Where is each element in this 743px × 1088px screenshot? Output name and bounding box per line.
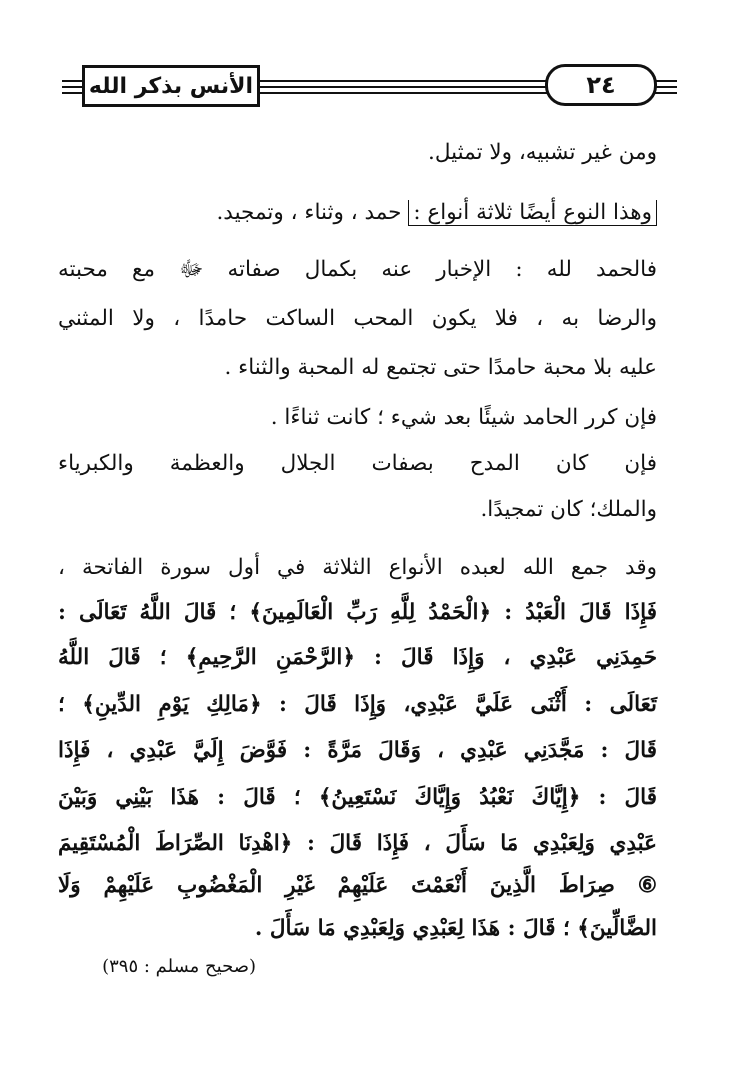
hadith-line-1: فَإِذَا قَالَ الْعَبْدُ : ﴿الْحَمْدُ لِلَّهِ رَبِّ الْعَالَمِينَ﴾ ؛ قَالَ اللَّهُ تَعَالَى : [58,600,657,625]
text-line-5: عليه بلا محبة حامدًا حتى تجتمع له المحبة والثناء . [224,355,657,380]
text-line-7: فإن كان المدح بصفات الجلال والعظمة والكبرياء [58,451,657,476]
boxed-phrase: وهذا النوع أيضًا ثلاثة أنواع : [408,200,657,226]
text-line-3: فالحمد لله : الإخبار عنه بكمال صفاته ﷻ مع محبته [58,257,657,282]
hadith-line-6: عَبْدِي وَلِعَبْدِي مَا سَأَلَ ، فَإِذَا قَالَ : ﴿اهْدِنَا الصِّرَاطَ الْمُسْتَقِيمَ [58,831,657,856]
text-line-2 [216,195,657,231]
text-line-8: والملك؛ كان تمجيدًا. [480,497,657,522]
text-line-1: ومن غير تشبيه، ولا تمثيل. [428,140,657,165]
hadith-line-5: قَالَ : ﴿إِيَّاكَ نَعْبُدُ وَإِيَّاكَ نَسْتَعِينُ﴾ ؛ قَالَ : هَذَا بَيْنِي وَبَيْنَ [58,785,657,810]
text-line-6: فإن كرر الحامد شيئًا بعد شيء ؛ كانت ثناءًا . [270,405,657,430]
text-line-9: وقد جمع الله لعبده الأنواع الثلاثة في أول سورة الفاتحة ، [58,555,657,580]
hadith-line-7: ⑥ صِرَاطَ الَّذِينَ أَنْعَمْتَ عَلَيْهِمْ غَيْرِ الْمَغْضُوبِ عَلَيْهِمْ وَلَا [58,873,657,898]
page-number: ٢٤ [545,64,657,106]
hadith-line-3: تَعَالَى : أَثْنَى عَلَيَّ عَبْدِي، وَإِذَا قَالَ : ﴿مَالِكِ يَوْمِ الدِّينِ﴾ ؛ [58,692,657,717]
hadith-line-2: حَمِدَنِي عَبْدِي ، وَإِذَا قَالَ : ﴿الرَّحْمَنِ الرَّحِيمِ﴾ ؛ قَالَ اللَّهُ [58,645,657,670]
hadith-line-8: الضَّالِّينَ﴾ ؛ قَالَ : هَذَا لِعَبْدِي وَلِعَبْدِي مَا سَأَلَ . [254,916,657,941]
boxed-phrase-continuation: حمد ، وثناء ، وتمجيد. [216,200,409,225]
hadith-line-4: قَالَ : مَجَّدَنِي عَبْدِي ، وَقَالَ مَرَّةً : فَوَّضَ إِلَيَّ عَبْدِي ، فَإِذَا [58,738,657,763]
footnote-citation: (صحيح مسلم : ٣٩٥) [102,956,256,977]
running-title: الأنس بذكر الله [82,65,260,107]
text-line-4: والرضا به ، فلا يكون المحب الساكت حامدًا ، ولا المثني [58,306,657,331]
